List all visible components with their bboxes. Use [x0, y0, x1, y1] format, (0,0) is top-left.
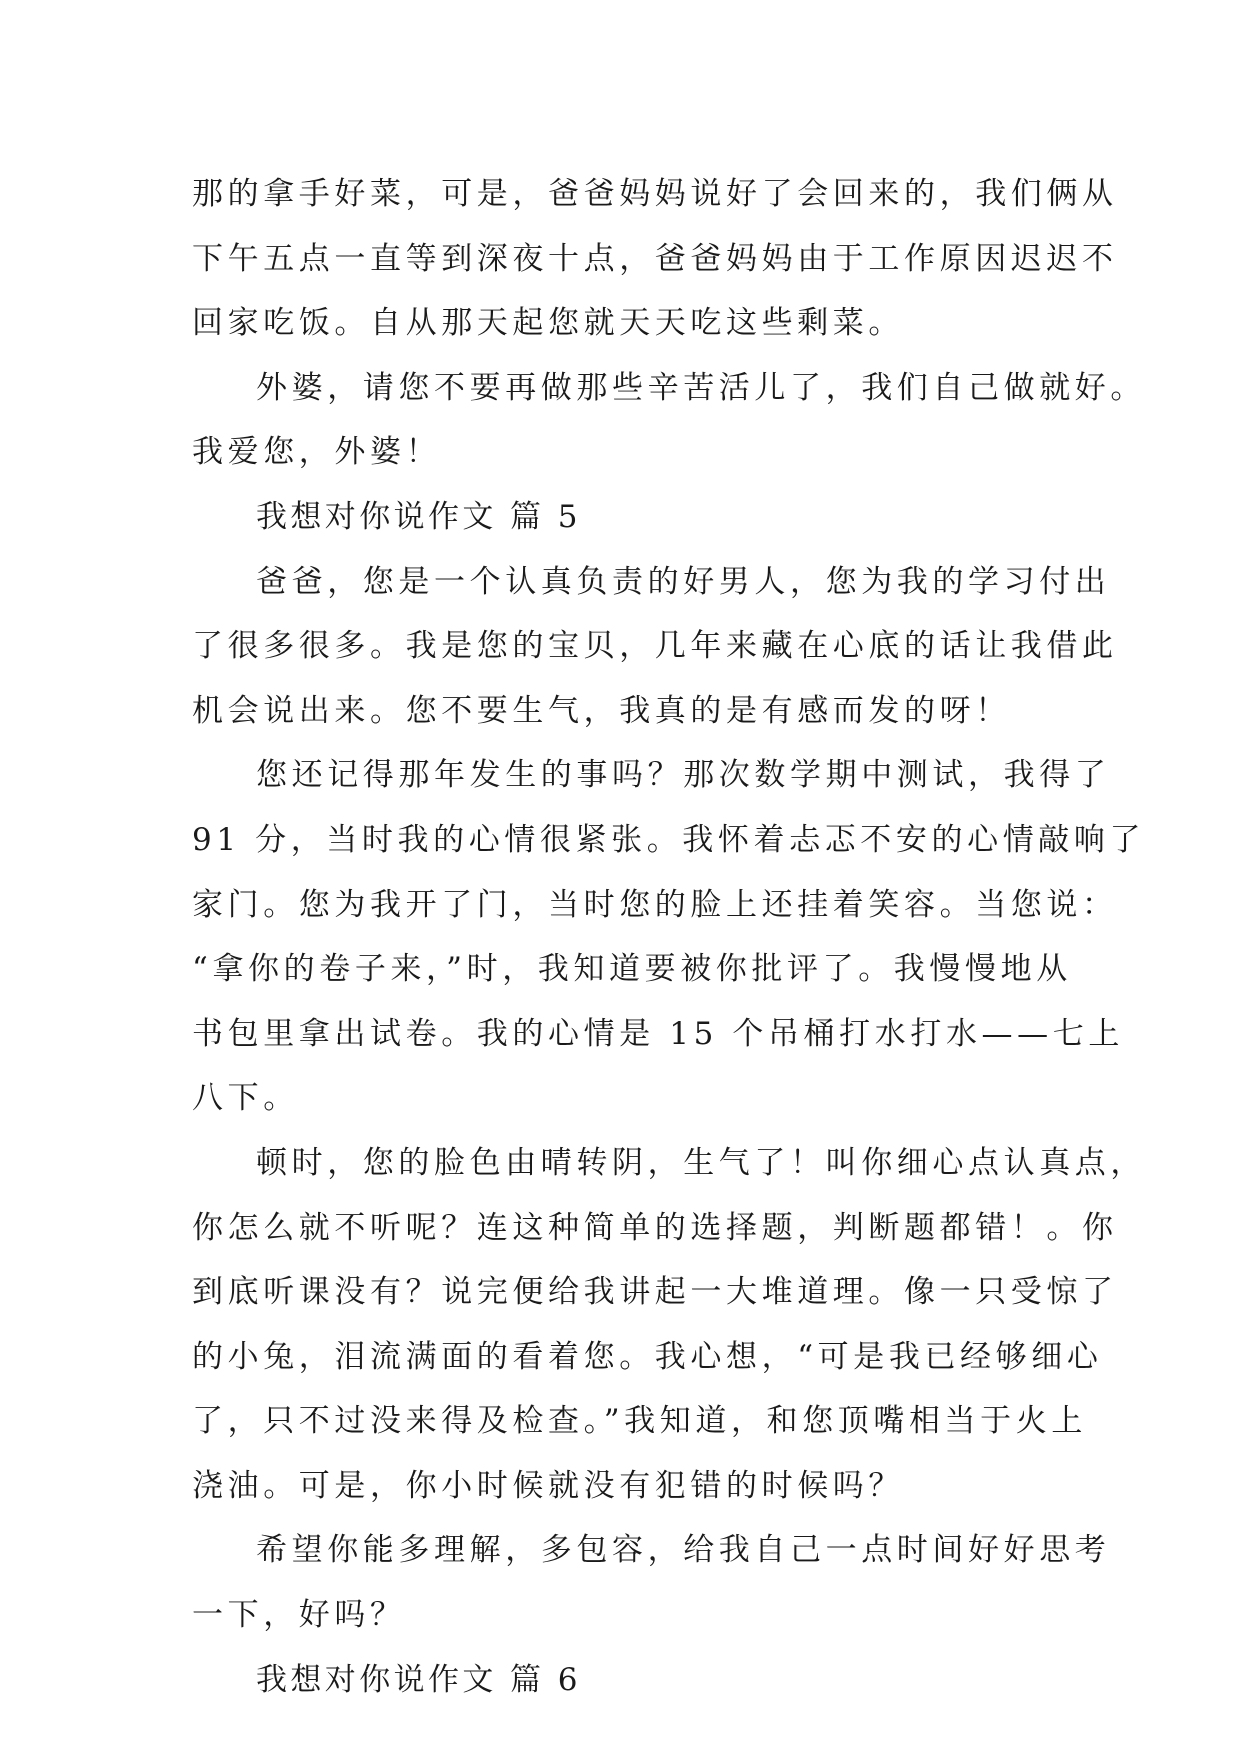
text-line: 下午五点一直等到深夜十点，爸爸妈妈由于工作原因迟迟不: [192, 240, 1118, 277]
text-line: 一下，好吗？: [192, 1597, 406, 1634]
text-line: 了，只不过没来得及检查。”我知道，和您顶嘴相当于火上: [192, 1403, 1087, 1440]
text-line: 我爱您，外婆！: [192, 434, 442, 471]
paragraph-start-line: 顿时，您的脸色由晴转阴，生气了！叫你细心点认真点，: [256, 1144, 1146, 1181]
section-heading: 我想对你说作文 篇 6: [256, 1661, 581, 1698]
text-line: 到底听课没有？说完便给我讲起一大堆道理。像一只受惊了: [192, 1274, 1118, 1311]
paragraph-start-line: 您还记得那年发生的事吗？那次数学期中测试，我得了: [256, 757, 1111, 794]
paragraph-start-line: 外婆，请您不要再做那些辛苦活儿了，我们自己做就好。: [256, 369, 1146, 406]
paragraph-start-line: 爸爸，您是一个认真负责的好男人，您为我的学习付出: [256, 563, 1111, 600]
text-line: 回家吃饭。自从那天起您就天天吃这些剩菜。: [192, 305, 904, 342]
text-line: 的小兔，泪流满面的看着您。我心想，“可是我已经够细心: [192, 1338, 1103, 1375]
text-line: 你怎么就不听呢？连这种简单的选择题，判断题都错！。你: [192, 1209, 1118, 1246]
text-line: 浇油。可是，你小时候就没有犯错的时候吗？: [192, 1467, 904, 1504]
text-line: “拿你的卷子来，”时，我知道要被你批评了。我慢慢地从: [192, 951, 1072, 988]
text-line: 91 分，当时我的心情很紧张。我怀着忐忑不安的心情敲响了: [192, 821, 1146, 858]
section-heading: 我想对你说作文 篇 5: [256, 498, 581, 535]
text-line: 那的拿手好菜，可是，爸爸妈妈说好了会回来的，我们俩从: [192, 176, 1118, 212]
essay-text: [192, 162, 1146, 1712]
text-line: 家门。您为我开了门，当时您的脸上还挂着笑容。当您说：: [192, 886, 1118, 923]
paragraph-start-line: 希望你能多理解，多包容，给我自己一点时间好好思考: [256, 1532, 1111, 1569]
text-line: 机会说出来。您不要生气，我真的是有感而发的呀！: [192, 692, 1011, 729]
text-line: 书包里拿出试卷。我的心情是 15 个吊桶打水打水——七上: [192, 1015, 1124, 1052]
text-line: 八下。: [192, 1080, 299, 1117]
text-line: 了很多很多。我是您的宝贝，几年来藏在心底的话让我借此: [192, 628, 1118, 665]
